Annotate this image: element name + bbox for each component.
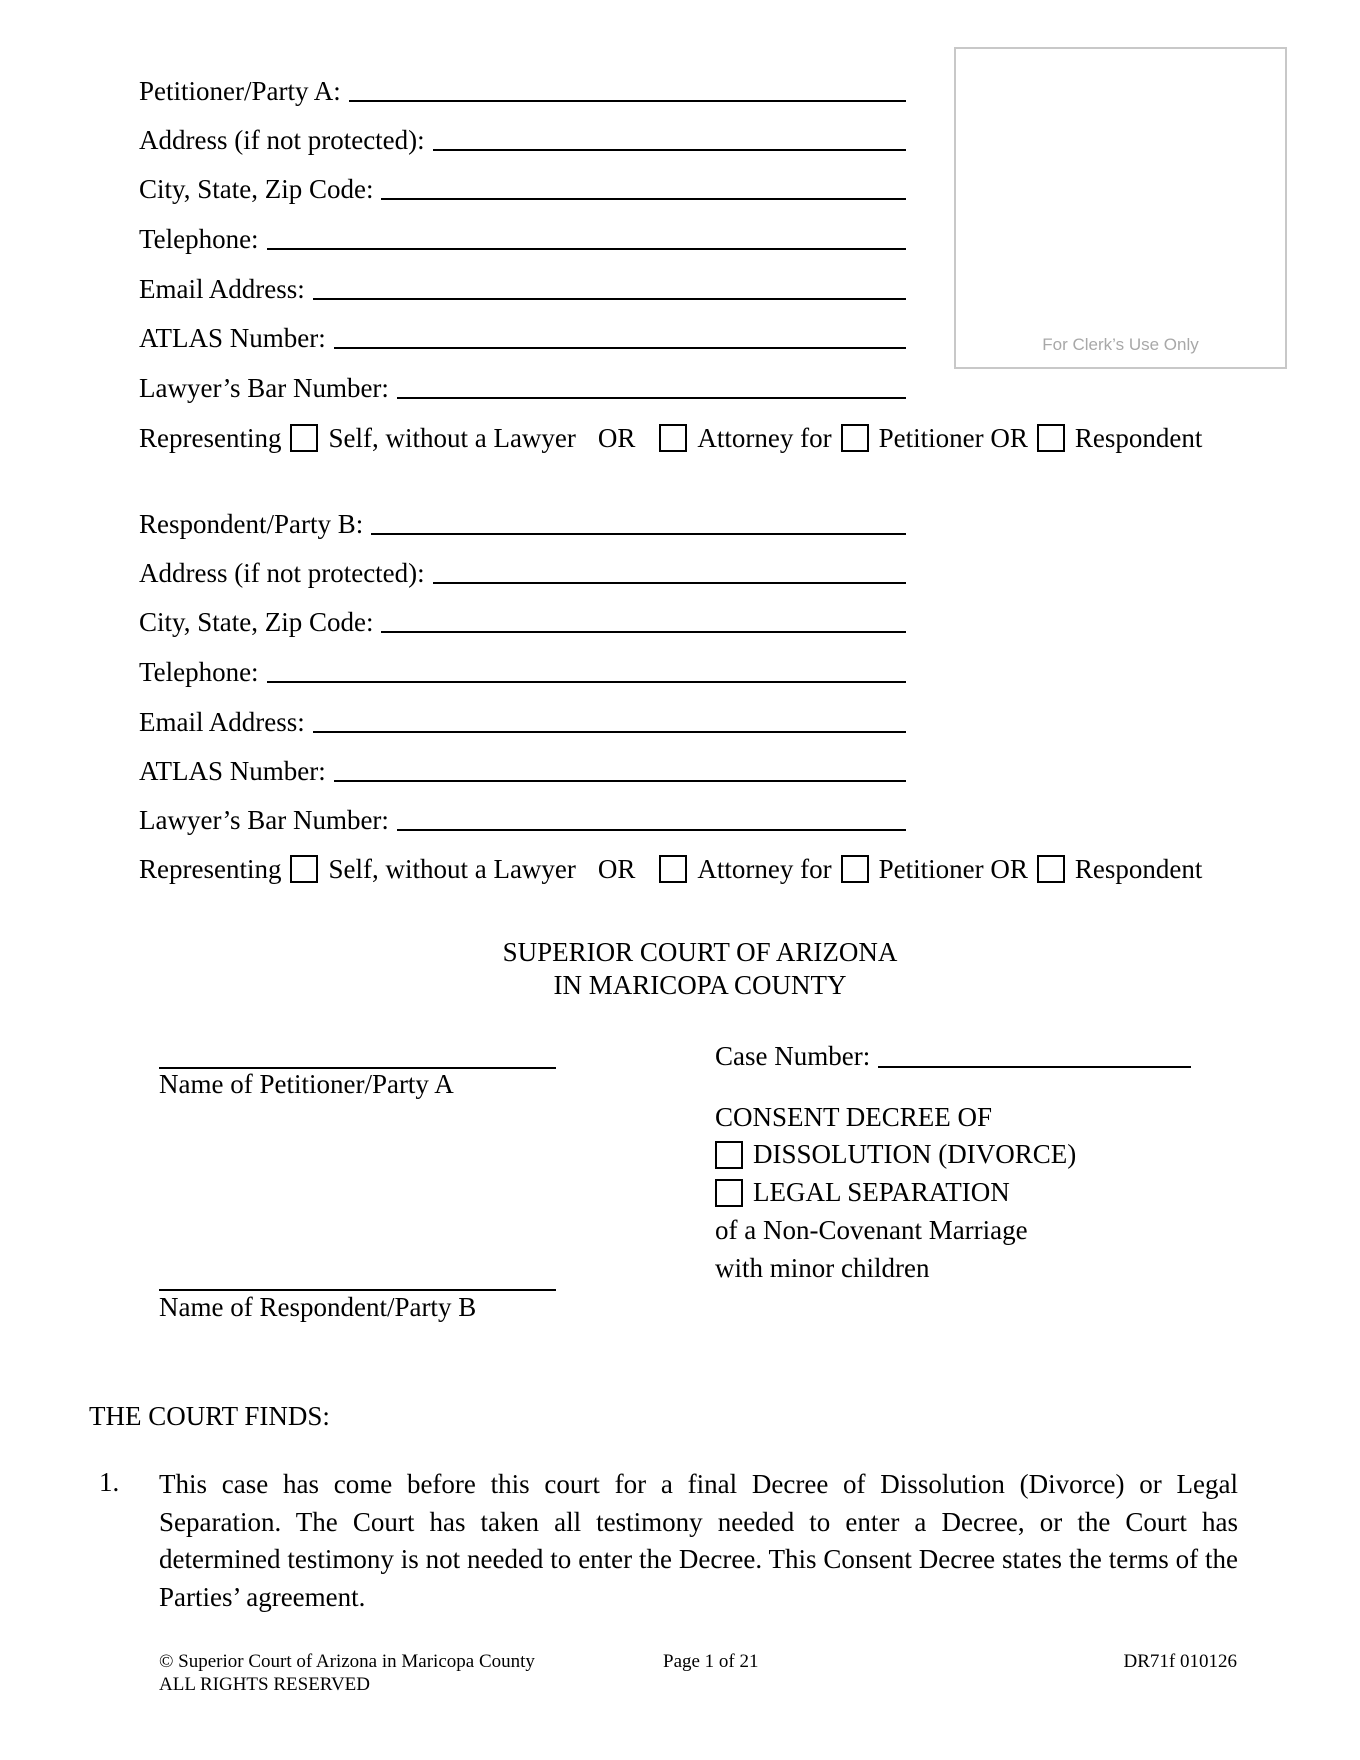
party-b-atlas-field[interactable]	[334, 754, 906, 782]
party-b-bar-row	[139, 799, 906, 835]
rights-text: ALL RIGHTS RESERVED	[159, 1674, 370, 1695]
children-line: with minor children	[715, 1253, 930, 1283]
field-label: City, State, Zip Code:	[139, 174, 374, 204]
party-b-telephone-row	[139, 651, 906, 687]
party-b-representing-row	[139, 851, 1202, 887]
case-number-row	[715, 1036, 1191, 1072]
field-label: Address (if not protected):	[139, 125, 425, 155]
party-a-respondent-checkbox[interactable]	[1037, 424, 1065, 452]
party-b-self-checkbox[interactable]	[290, 855, 318, 883]
court-finds-heading: THE COURT FINDS:	[89, 1401, 330, 1431]
dissolution-label: DISSOLUTION (DIVORCE)	[753, 1139, 1077, 1169]
field-label: Lawyer’s Bar Number:	[139, 373, 389, 403]
party-a-name-field[interactable]	[349, 74, 906, 102]
party-a-city-field[interactable]	[381, 172, 906, 200]
self-label: Self, without a Lawyer	[328, 853, 576, 884]
separation-label: LEGAL SEPARATION	[753, 1177, 1010, 1207]
self-label: Self, without a Lawyer	[328, 422, 576, 453]
party-a-atlas-row	[139, 317, 906, 353]
party-a-telephone-row	[139, 218, 906, 254]
field-label: Respondent/Party B:	[139, 509, 364, 539]
respondent-name-field[interactable]	[159, 1289, 556, 1291]
field-label: Telephone:	[139, 224, 259, 254]
court-line-2: IN MARICOPA COUNTY	[553, 970, 847, 1000]
party-b-email-row	[139, 701, 906, 737]
party-b-bar-field[interactable]	[397, 803, 906, 831]
attorney-for-label: Attorney for	[697, 853, 832, 884]
party-b-address-row	[139, 552, 906, 588]
or-label: OR	[597, 853, 636, 884]
party-a-city-row	[139, 168, 906, 204]
field-label: Email Address:	[139, 274, 305, 304]
party-b-attorney-checkbox[interactable]	[659, 855, 687, 883]
respondent-label: Respondent	[1074, 853, 1203, 884]
clerk-use-label: For Clerk’s Use Only	[1042, 335, 1199, 354]
party-a-telephone-field[interactable]	[267, 222, 906, 250]
party-a-email-row	[139, 268, 906, 304]
party-b-respondent-checkbox[interactable]	[1037, 855, 1065, 883]
field-label: Telephone:	[139, 657, 259, 687]
party-a-atlas-field[interactable]	[334, 321, 906, 349]
party-a-address-row	[139, 119, 906, 155]
option-separation	[715, 1177, 1010, 1208]
petitioner-label: Petitioner OR	[878, 853, 1028, 884]
party-b-email-field[interactable]	[313, 705, 906, 733]
party-a-email-field[interactable]	[313, 272, 906, 300]
party-b-name-row	[139, 503, 906, 539]
field-label: Petitioner/Party A:	[139, 76, 341, 106]
petitioner-name-label: Name of Petitioner/Party A	[159, 1069, 454, 1099]
case-number-field[interactable]	[878, 1040, 1191, 1068]
case-number-label: Case Number:	[715, 1041, 871, 1071]
field-label: Address (if not protected):	[139, 558, 425, 588]
party-b-city-field[interactable]	[381, 605, 906, 633]
or-label: OR	[597, 422, 636, 453]
respondent-label: Respondent	[1074, 422, 1203, 453]
party-b-city-row	[139, 601, 906, 637]
court-name	[0, 936, 1360, 1002]
party-a-bar-field[interactable]	[397, 371, 906, 399]
finding-number: 1.	[99, 1467, 120, 1497]
field-label: City, State, Zip Code:	[139, 607, 374, 637]
attorney-for-label: Attorney for	[697, 422, 832, 453]
petitioner-label: Petitioner OR	[878, 422, 1028, 453]
party-a-attorney-checkbox[interactable]	[659, 424, 687, 452]
page-number: Page 1 of 21	[663, 1651, 759, 1672]
separation-checkbox[interactable]	[715, 1179, 743, 1207]
court-line-1: SUPERIOR COURT OF ARIZONA	[502, 937, 898, 967]
party-a-bar-row	[139, 367, 906, 403]
party-b-address-field[interactable]	[433, 556, 906, 584]
party-b-atlas-row	[139, 750, 906, 786]
form-code: DR71f 010126	[1123, 1651, 1237, 1672]
respondent-name-label: Name of Respondent/Party B	[159, 1292, 477, 1322]
marriage-type-line: of a Non-Covenant Marriage	[715, 1215, 1028, 1245]
field-label: ATLAS Number:	[139, 756, 326, 786]
party-b-petitioner-checkbox[interactable]	[841, 855, 869, 883]
copyright-text: © Superior Court of Arizona in Maricopa County	[159, 1651, 535, 1672]
field-label: ATLAS Number:	[139, 323, 326, 353]
field-label: Lawyer’s Bar Number:	[139, 805, 389, 835]
finding-paragraph: This case has come before this court for a final Decree of Dissolution (Divorce) or Legal Separation. The Court has taken all testimony needed to enter a Decree, or the Court has determined testimony is not needed to enter the Decree. This Consent Decree states the terms of the Parties’ agreement.	[159, 1469, 1238, 1612]
representing-label: Representing	[139, 422, 282, 453]
party-a-address-field[interactable]	[433, 123, 906, 151]
dissolution-checkbox[interactable]	[715, 1141, 743, 1169]
party-a-representing-row	[139, 420, 1202, 456]
party-b-telephone-field[interactable]	[267, 655, 906, 683]
field-label: Email Address:	[139, 707, 305, 737]
party-b-name-field[interactable]	[371, 507, 906, 535]
clerk-use-box	[954, 47, 1287, 369]
decree-title: CONSENT DECREE OF	[715, 1102, 993, 1132]
party-a-name-row	[139, 70, 906, 106]
party-a-petitioner-checkbox[interactable]	[841, 424, 869, 452]
footer-copyright	[159, 1650, 535, 1696]
representing-label: Representing	[139, 853, 282, 884]
party-a-self-checkbox[interactable]	[290, 424, 318, 452]
option-dissolution	[715, 1139, 1076, 1170]
